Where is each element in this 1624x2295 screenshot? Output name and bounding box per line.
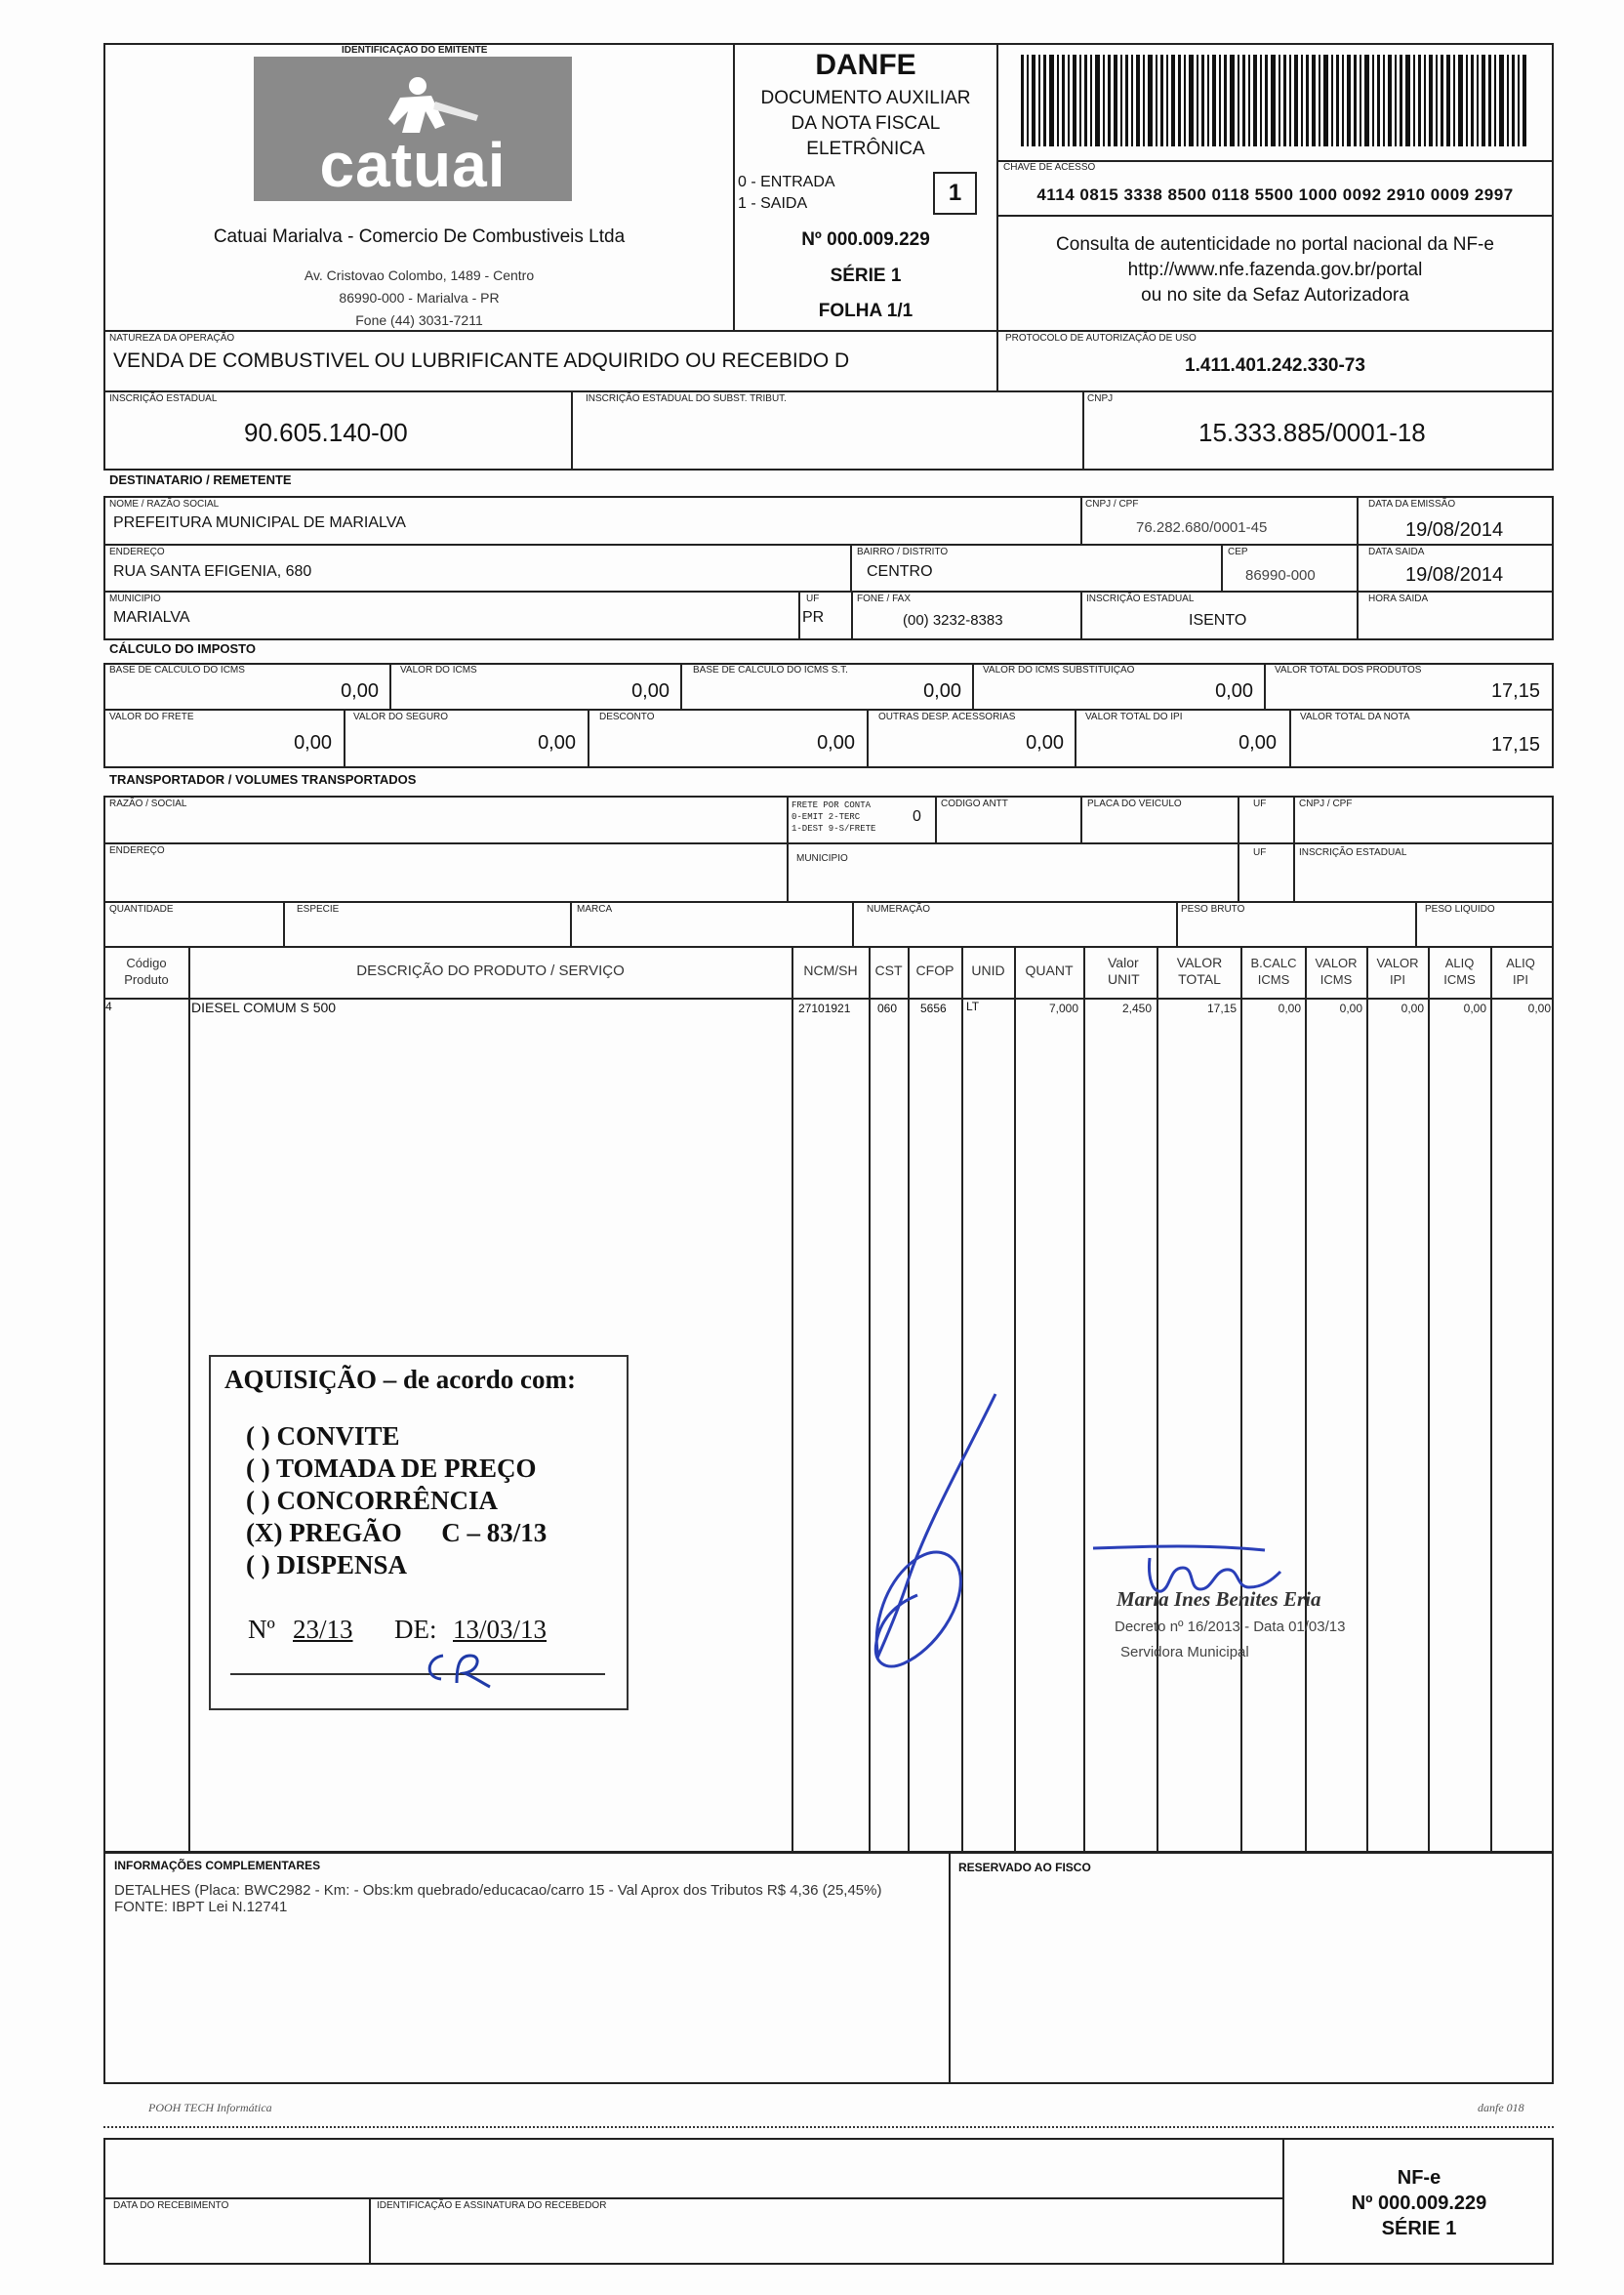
official-stamp-role: Servidora Municipal (1120, 1644, 1249, 1660)
item-total-value: 17,15 (1206, 1002, 1237, 1015)
stamp-option-pregao: (X) PREGÃO C – 83/13 (246, 1518, 548, 1547)
recipient-section: DESTINATARIO / REMETENTE (109, 472, 292, 487)
protocol-label: PROTOCOLO DE AUTORIZAÇÃO DE USO (1005, 333, 1197, 344)
col-code: Código Produto (124, 956, 169, 987)
item-ncm: 27101921 (798, 1002, 851, 1015)
ie-subst-label: INSCRIÇÃO ESTADUAL DO SUBST. TRIBUT. (586, 393, 787, 404)
col-unit-value: Valor UNIT (1108, 955, 1140, 987)
receipt-nfe: NF-e (1397, 2167, 1441, 2189)
stamp-option-concorrencia: ( ) CONCORRÊNCIA (246, 1486, 498, 1515)
tax-other: 0,00 (1026, 732, 1064, 754)
item-unid: LT (966, 1000, 980, 1013)
recipient-address: RUA SANTA EFIGENIA, 680 (113, 563, 312, 580)
issuer-phone: Fone (44) 3031-7211 (355, 312, 483, 328)
numbering-label: NUMERAÇÃO (867, 904, 931, 915)
tax-icms-st-label: VALOR DO ICMS SUBSTITUIÇÃO (983, 665, 1135, 676)
software-credit: POOH TECH Informática (148, 2101, 272, 2114)
consult-line-3: ou no site da Sefaz Autorizadora (1141, 285, 1409, 306)
tax-discount-label: DESCONTO (599, 712, 655, 722)
fisco-label: RESERVADO AO FISCO (958, 1861, 1091, 1874)
tax-icms-st: 0,00 (1215, 680, 1253, 702)
issuer-name: Catuai Marialva - Comercio De Combustiveis Ltda (213, 226, 626, 247)
item-bc-icms: 0,00 (1278, 1002, 1301, 1015)
item-cst: 060 (877, 1002, 898, 1015)
danfe-subtitle-3: ELETRÔNICA (806, 139, 925, 159)
tax-insurance-label: VALOR DO SEGURO (353, 712, 449, 722)
item-aliq-icms: 0,00 (1463, 1002, 1486, 1015)
recipient-name-label: NOME / RAZÃO SOCIAL (109, 499, 220, 510)
carrier-address-label: ENDEREÇO (109, 845, 165, 856)
danfe-subtitle-1: DOCUMENTO AUXILIAR (760, 88, 971, 108)
danfe-title: DANFE (815, 49, 916, 81)
danfe-number: Nº 000.009.229 (801, 229, 930, 250)
tax-freight-label: VALOR DO FRETE (109, 712, 194, 722)
exit-date-label: DATA SAIDA (1368, 547, 1425, 557)
antt-label: CODIGO ANTT (941, 799, 1008, 809)
recipient-address-label: ENDEREÇO (109, 547, 165, 557)
buyer-signature (859, 1386, 1054, 1708)
consult-line-1: Consulta de autenticidade no portal nacional da NF-e (1056, 234, 1494, 255)
stamp-option-dispensa: ( ) DISPENSA (246, 1550, 408, 1579)
item-aliq-ipi: 0,00 (1527, 1002, 1551, 1015)
danfe-saida: 1 - SAIDA (738, 195, 808, 212)
freight-line-1: FRETE POR CONTA (792, 800, 872, 810)
recipient-cnpj-label: CNPJ / CPF (1085, 499, 1139, 510)
item-ipi-value: 0,00 (1401, 1002, 1424, 1015)
transport-section: TRANSPORTADOR / VOLUMES TRANSPORTADOS (109, 772, 417, 787)
tax-discount: 0,00 (817, 732, 855, 754)
ie-label: INSCRIÇÃO ESTADUAL (109, 393, 218, 404)
col-unid: UNID (971, 963, 1005, 978)
carrier-ie-label: INSCRIÇÃO ESTADUAL (1299, 847, 1407, 858)
col-quant: QUANT (1025, 963, 1074, 978)
stamp-date-label: DE: (394, 1615, 437, 1644)
col-total-value: VALOR TOTAL (1176, 955, 1223, 987)
ie-value: 90.605.140-00 (244, 418, 408, 447)
barcode-graphic (1021, 55, 1528, 146)
issuer-address: Av. Cristovao Colombo, 1489 - Centro (304, 267, 535, 283)
tax-bc-st: 0,00 (923, 680, 961, 702)
species-label: ESPECIE (297, 904, 340, 915)
tax-icms-label: VALOR DO ICMS (400, 665, 477, 676)
col-aliq-ipi: ALIQ IPI (1506, 956, 1535, 987)
stamp-number: 23/13 (293, 1615, 353, 1644)
item-icms-value: 0,00 (1339, 1002, 1362, 1015)
item-description: DIESEL COMUM S 500 (191, 1000, 337, 1015)
stamp-option-convite: ( ) CONVITE (246, 1421, 400, 1451)
form-model: danfe 018 (1478, 2101, 1524, 2114)
col-cst: CST (874, 963, 903, 978)
net-weight-label: PESO LIQUIDO (1425, 904, 1495, 915)
freight-value: 0 (913, 808, 921, 825)
item-unit-value: 2,450 (1121, 1002, 1152, 1015)
cep: 86990-000 (1245, 567, 1316, 584)
col-bc-icms: B.CALC ICMS (1250, 956, 1297, 987)
brand-label: MARCA (577, 904, 613, 915)
fisco-box (949, 1852, 1554, 2084)
stamp-date: 13/03/13 (453, 1615, 548, 1644)
additional-info-label: INFORMAÇÕES COMPLEMENTARES (114, 1859, 321, 1872)
nature-label: NATUREZA DA OPERAÇÃO (109, 333, 235, 344)
carrier-uf-label: UF (1253, 799, 1267, 809)
issue-date-label: DATA DA EMISSÃO (1368, 499, 1456, 510)
official-stamp-decree: Decreto nº 16/2013 - Data 01/03/13 (1115, 1619, 1346, 1635)
danfe-entrada: 0 - ENTRADA (738, 174, 835, 190)
cep-label: CEP (1228, 547, 1248, 557)
cnpj-label: CNPJ (1087, 393, 1114, 404)
initials-signature (414, 1644, 502, 1693)
cnpj-value: 15.333.885/0001-18 (1198, 418, 1426, 447)
tax-other-label: OUTRAS DESP. ACESSORIAS (878, 712, 1016, 722)
danfe-series: SÉRIE 1 (830, 266, 902, 286)
tax-ipi: 0,00 (1238, 732, 1277, 754)
carrier-cnpj-label: CNPJ / CPF (1299, 799, 1353, 809)
tax-bc-st-label: BASE DE CALCULO DO ICMS S.T. (693, 665, 848, 676)
plate-label: PLACA DO VEICULO (1087, 799, 1182, 809)
gross-weight-label: PESO BRUTO (1181, 904, 1245, 915)
stamp-number-label: Nº (248, 1615, 275, 1644)
carrier-name-label: RAZÃO / SOCIAL (109, 799, 187, 809)
carrier-uf2-label: UF (1253, 847, 1267, 858)
access-key-label: CHAVE DE ACESSO (1003, 162, 1096, 173)
recipient-name: PREFEITURA MUNICIPAL DE MARIALVA (113, 514, 406, 531)
danfe-type-value: 1 (933, 172, 977, 215)
tax-total-products: 17,15 (1490, 680, 1540, 702)
col-ipi-value: VALOR IPI (1376, 956, 1419, 987)
tax-freight: 0,00 (294, 732, 332, 754)
danfe-sheet: FOLHA 1/1 (818, 301, 914, 321)
danfe-subtitle-2: DA NOTA FISCAL (791, 113, 941, 134)
protocol-value: 1.411.401.242.330-73 (1185, 355, 1365, 376)
tax-bc-icms-label: BASE DE CALCULO DO ICMS (109, 665, 245, 676)
city: MARIALVA (113, 609, 190, 626)
item-cfop: 5656 (920, 1002, 947, 1015)
tax-total-products-label: VALOR TOTAL DOS PRODUTOS (1275, 665, 1422, 676)
col-cfop: CFOP (915, 963, 954, 978)
exit-date: 19/08/2014 (1405, 564, 1504, 586)
freight-line-3: 1-DEST 9-S/FRETE (792, 824, 876, 834)
carrier-city-label: MUNICIPIO (796, 853, 848, 864)
recipient-ie-label: INSCRIÇÃO ESTADUAL (1086, 594, 1195, 604)
receipt-id-label: IDENTIFICAÇÃO E ASSINATURA DO RECEBEDOR (377, 2200, 607, 2211)
recipient-ie: ISENTO (1189, 612, 1247, 629)
receipt-series: SÉRIE 1 (1381, 2218, 1457, 2239)
exit-time-label: HORA SAIDA (1368, 594, 1429, 604)
nature-value: VENDA DE COMBUSTIVEL OU LUBRIFICANTE ADQUIRIDO OU RECEBIDO D (113, 349, 850, 372)
item-code: 4 (105, 1000, 112, 1013)
acquisition-stamp (209, 1355, 629, 1710)
recipient-cnpj: 76.282.680/0001-45 (1136, 519, 1268, 536)
tax-insurance: 0,00 (538, 732, 576, 754)
issuer-section-label: IDENTIFICAÇÃO DO EMITENTE (342, 45, 488, 56)
stamp-option-tomada: ( ) TOMADA DE PREÇO (246, 1454, 537, 1483)
issuer-city: 86990-000 - Marialva - PR (339, 290, 500, 306)
item-quant: 7,000 (1048, 1002, 1078, 1015)
uf-label: UF (806, 594, 820, 604)
consult-line-2[interactable]: http://www.nfe.fazenda.gov.br/portal (1127, 260, 1423, 280)
city-label: MUNICIPIO (109, 594, 161, 604)
phone-label: FONE / FAX (857, 594, 912, 604)
stamp-title: AQUISIÇÃO – de acordo com: (224, 1365, 576, 1394)
col-aliq-icms: ALIQ ICMS (1443, 956, 1476, 987)
receipt-number: Nº 000.009.229 (1351, 2193, 1487, 2214)
tax-bc-icms: 0,00 (341, 680, 379, 702)
district-label: BAIRRO / DISTRITO (857, 547, 949, 557)
district: CENTRO (867, 563, 933, 580)
receipt-date-label: DATA DO RECEBIMENTO (113, 2200, 229, 2211)
access-key: 4114 0815 3338 8500 0118 5500 1000 0092 2910 0009 2997 (1036, 185, 1514, 204)
tax-total-note-label: VALOR TOTAL DA NOTA (1300, 712, 1410, 722)
col-icms-value: VALOR ICMS (1315, 956, 1358, 987)
qty-label: QUANTIDADE (109, 904, 174, 915)
tax-total-note: 17,15 (1490, 734, 1540, 756)
additional-details: DETALHES (Placa: BWC2982 - Km: - Obs:km quebrado/educacao/carro 15 - Val Aprox dos Tributos R$ 4,36 (25,45%) FONTE: IBPT Lei N.12741 (114, 1882, 882, 1915)
logo-text: catuai (319, 130, 507, 200)
tax-ipi-label: VALOR TOTAL DO IPI (1085, 712, 1183, 722)
uf: PR (802, 609, 825, 626)
col-description: DESCRIÇÃO DO PRODUTO / SERVIÇO (356, 963, 625, 979)
official-stamp-name: Maria Ines Benites Eria (1116, 1587, 1321, 1611)
cut-line (103, 2126, 1554, 2128)
col-ncm: NCM/SH (803, 963, 858, 978)
issuer-logo (254, 57, 572, 201)
freight-line-2: 0-EMIT 2-TERC (792, 812, 861, 822)
tax-icms: 0,00 (631, 680, 670, 702)
phone: (00) 3232-8383 (903, 612, 1003, 629)
issue-date: 19/08/2014 (1405, 519, 1504, 541)
tax-section: CÁLCULO DO IMPOSTO (109, 641, 256, 656)
